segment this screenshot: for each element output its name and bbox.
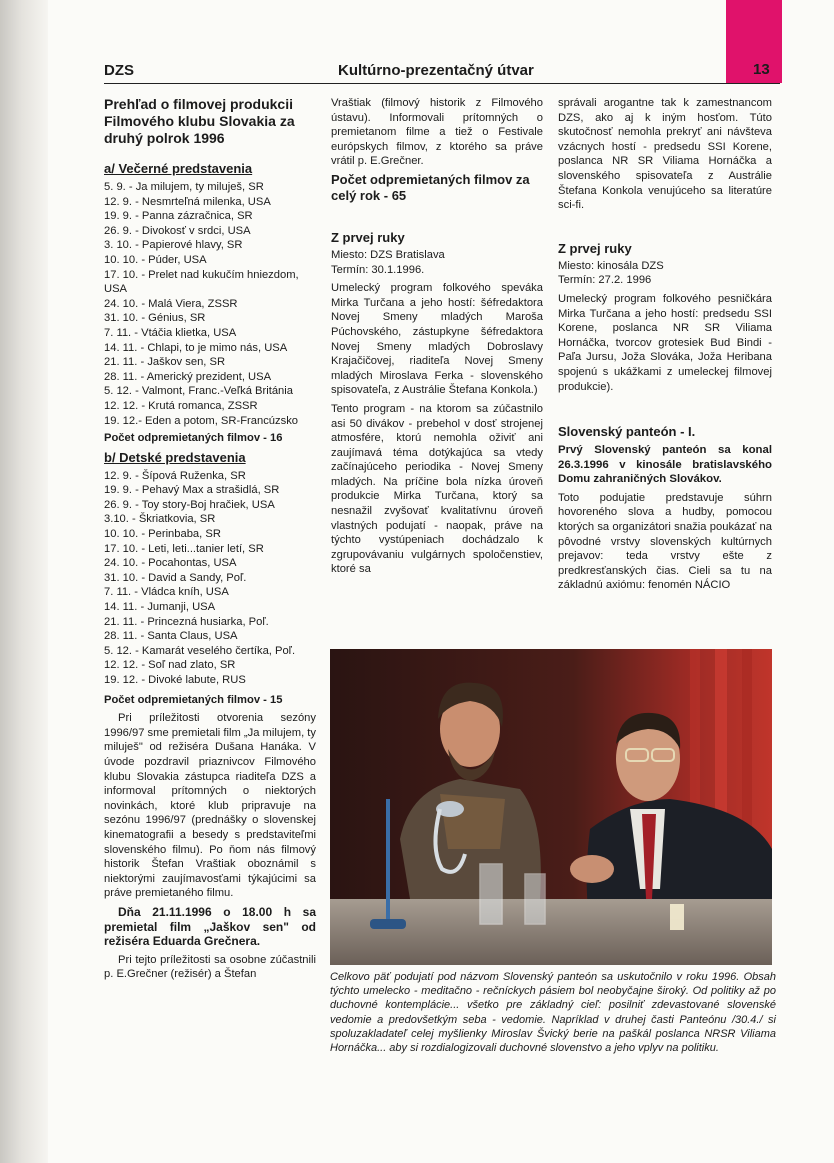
evening-screenings-list <box>104 180 316 428</box>
paragraph-season-opening: Pri príležitosti otvorenia sezóny 1996/97 sme premietali film „Ja milujem, ty miluješ" od režiséra Dušana Hanáka. V úvode pozdravil priaznivcov Filmového klubu Slovakia zástupca riaditeľa DZS a informoval prítomných o niektorých novinkách, ktoré klub pripravuje na sezónu 1996/97 (prednášky o slovenskej kinematografii a besedy s predstaviteľmi slovenského filmu). Po ňom nás filmový historik Štefan Vraštiak oboznámil s niektorými zaujímavosťami týkajúcimi sa práve premietaného filmu. <box>104 712 317 900</box>
screening-item: 17. 10. - Leti, leti...tanier letí, SR <box>104 542 264 555</box>
screening-item: 3.10. - Škriatkovia, SR <box>104 513 216 526</box>
screening-item: 31. 10. - Génius, SR <box>104 312 206 325</box>
screening-item: 28. 11. - Americký prezident, USA <box>104 370 272 383</box>
count-evening: Počet odpremietaných filmov - 16 <box>104 432 283 445</box>
screening-item: 10. 10. - Púder, USA <box>104 253 207 266</box>
screening-item: 12. 9. - Šípová Ruženka, SR <box>104 469 246 482</box>
screening-item: 26. 9. - Toy story-Boj hračiek, USA <box>104 498 275 511</box>
event-body: Tento program - na ktorom sa zúčastnilo asi 50 divákov - prebehol v dosť strojenej atmosfére, ktorú nemohla oživiť ani zaujímavá téma dotýkajúca sa vtedy začínajúceho periodika - Novej Smeny mladých. Na príčine bola nízka úroveň produkcie Mirka Turčana, ktorý sa nesnažil zvyšovať kvalitatívnu úroveň vlastných podujatí - naopak, práve na týchto vystúpeniach dochádzalo k zgrupovávaniu vulgárnych spoločenstiev, ktoré sa <box>331 402 543 576</box>
count-total: Počet odpremietaných filmov za celý rok - 65 <box>331 171 530 203</box>
screening-item: 21. 11. - Jaškov sen, SR <box>104 356 226 369</box>
screening-item: 7. 11. - Vládca kníh, USA <box>104 586 229 599</box>
heading-z-prvej-ruky-2: Z prvej ruky <box>558 240 632 256</box>
paragraph-continued: správali arogantne tak k zamestnancom DZS, ako aj k iným hosťom. Túto skutočnosť nemohla prekryť ani návšteva vzácnych hostí - predsedu SSI Korene, poslanca NR SR Viliama Hornáčka a slovenského spisovateľa z Austrálie Štefana Konkola venujúceho sa literatúre sci-fi. <box>558 97 772 212</box>
event-place: Miesto: DZS Bratislava <box>331 248 445 261</box>
heading-slovensky-panteon: Slovenský panteón - I. <box>558 424 696 440</box>
section-a-title: a/ Večerné predstavenia <box>104 161 253 176</box>
screening-item: 21. 11. - Princezná husiarka, Poľ. <box>104 615 269 628</box>
event-date: Termín: 30.1.1996. <box>331 263 425 276</box>
screening-item: 7. 11. - Vtáčia klietka, USA <box>104 326 237 339</box>
screening-item: 12. 12. - Krutá romanca, ZSSR <box>104 399 258 412</box>
paragraph-grecner-visit: Pri tejto príležitosti sa osobne zúčastnili p. E.Grečner (režisér) a Štefan <box>104 953 316 981</box>
screening-item: 12. 9. - Nesmrteľná milenka, USA <box>104 195 271 208</box>
screening-item: 5. 12. - Kamarát veselého čertíka, Poľ. <box>104 644 296 657</box>
column-1 <box>104 96 316 982</box>
screening-item: 14. 11. - Chlapi, to je mimo nás, USA <box>104 341 288 354</box>
screening-item: 5. 9. - Ja milujem, ty miluješ, SR <box>104 181 264 193</box>
header-rule <box>104 83 780 84</box>
page-gutter <box>0 0 48 1163</box>
children-screenings-list <box>104 469 316 688</box>
screening-item: 12. 12. - Soľ nad zlato, SR <box>104 659 236 672</box>
count-children: Počet odpremietaných filmov - 15 <box>104 693 283 706</box>
screening-item: 10. 10. - Perinbaba, SR <box>104 528 221 541</box>
screening-item: 3. 10. - Papierové hlavy, SR <box>104 239 243 252</box>
event-lead: Umelecký program folkového pesničkára Mirka Turčana a jeho hostí: predsedu SSI Korene, poslanca NR SR Viliama Hornáčka, tvorcov grotesiek Bud Bindi - Paľa Jursu, Joža Slováka, Joža Heribana spojenú s ukážkami z umeleckej filmovej produkcie). <box>558 292 772 393</box>
column-2 <box>331 96 543 577</box>
column-3 <box>558 96 772 593</box>
panteon-lead: Prvý Slovenský panteón sa konal 26.3.1996 v kinosále bratislavského Domu zahraničných Slovákov. <box>558 444 772 486</box>
screening-item: 19. 12. - Divoké labute, RUS <box>104 674 246 686</box>
screening-item: 24. 10. - Malá Viera, ZSSR <box>104 297 238 310</box>
screening-item: 14. 11. - Jumanji, USA <box>104 601 216 614</box>
screening-item: 19. 9. - Pehavý Max a strašidlá, SR <box>104 484 280 497</box>
screening-item: 28. 11. - Santa Claus, USA <box>104 630 238 643</box>
panteon-body: Toto podujatie predstavuje súhrn hovoreného slova a hudby, pomocou ktorých sa organizátori snažia poukázať na pôvodné vrstvy slovenských kultúrnych prejavov: teda vrstvy ešte z predkresťanských čias. Cieli sa tu na základnú axiómu: fenomén NÁCIO <box>558 491 772 592</box>
screening-item: 19. 9. - Panna zázračnica, SR <box>104 210 253 223</box>
screening-item: 17. 10. - Prelet nad kukučím hniezdom, USA <box>104 268 299 296</box>
event-photo-illustration <box>330 649 772 965</box>
event-lead: Umelecký program folkového speváka Mirka Turčana a jeho hostí: šéfredaktora Novej Smeny mladých Maroša Púchovského, zástupkyne šéfredaktora Novej Smeny mladých Dobroslavy Krajačičovej, riaditeľa Novej Smeny mladých Miroslava Ferka - slovenského spisovateľa, z Austrálie Štefana Konkola.) <box>331 282 543 397</box>
heading-z-prvej-ruky-1: Z prvej ruky <box>331 229 405 245</box>
screening-item: 26. 9. - Divokosť v srdci, USA <box>104 224 251 237</box>
event-photo <box>330 649 772 965</box>
photo-caption: Celkovo päť podujatí pod názvom Slovenský panteón sa uskutočnilo v roku 1996. Obsah týchto umelecko - meditačno - rečníckych pásiem bol neobyčajne široký. Od politiky až po duchovné kontemplácie... všetko pre základný cieľ: posilniť zdevastované slovenské vedomie a predovšetkým seba - vedomie. Napríklad v druhej časti Panteónu /30.4./ si spoluzakladateľ celej myšlienky Miroslav Švický berie na paškál poslanca NRSR Viliama Hornáčka... aby si rozdialogizovali duchovné slovenstvo a jeho vplyv na politiku. <box>330 971 776 1055</box>
paragraph-continued: Vraštiak (filmový historik z Filmového ústavu). Informovali prítomných o premietanom filme a tiež o Festivale európskych filmov, z ktorého sa práve vrátil p. E.Grečner. <box>331 97 543 168</box>
paragraph-jaskov-sen: Dňa 21.11.1996 o 18.00 h sa premietal film „Jaškov sen" od režiséra Eduarda Grečnera. <box>104 904 316 949</box>
event-date: Termín: 27.2. 1996 <box>558 274 652 287</box>
page-number: 13 <box>753 61 770 78</box>
section-b-title: b/ Detské predstavenia <box>104 449 246 465</box>
article-title: Prehľad o filmovej produkcii Filmového klubu Slovakia za druhý polrok 1996 <box>104 96 295 146</box>
screening-item: 24. 10. - Pocahontas, USA <box>104 557 237 570</box>
header-title: Kultúrno-prezentačný útvar <box>338 62 534 79</box>
screening-item: 31. 10. - David a Sandy, Poľ. <box>104 571 247 584</box>
event-place: Miesto: kinosála DZS <box>558 259 664 272</box>
screening-item: 5. 12. - Valmont, Franc.-Veľká Británia <box>104 385 293 398</box>
screening-item: 19. 12.- Eden a potom, SR-Francúzsko <box>104 414 299 427</box>
header-section-label: DZS <box>104 62 134 79</box>
